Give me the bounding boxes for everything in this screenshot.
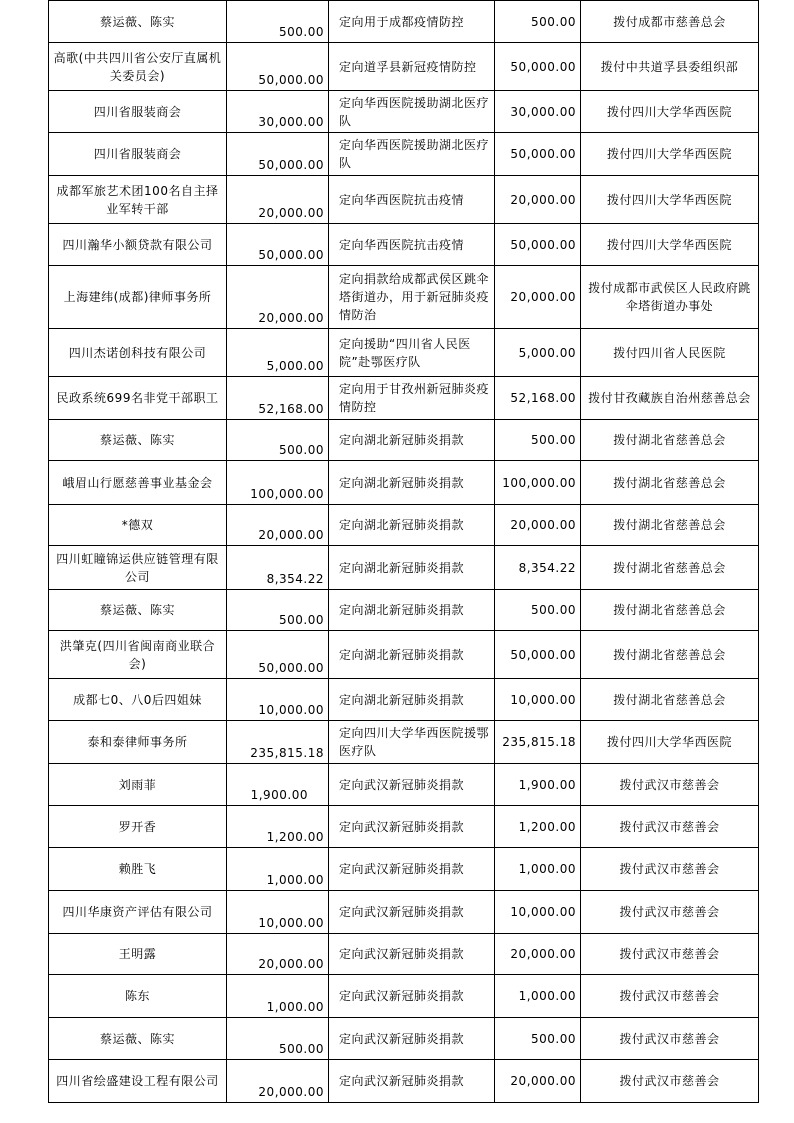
payee-cell: 拨付四川大学华西医院 [581, 133, 759, 176]
allocated-amount-cell: 235,815.18 [495, 721, 581, 764]
table-row [49, 420, 759, 461]
allocated-amount-cell: 20,000.00 [495, 934, 581, 975]
amount-cell: 1,000.00 [227, 848, 329, 891]
donor-cell: 峨眉山行愿慈善事业基金会 [49, 461, 227, 505]
donation-ledger-table [48, 0, 759, 1103]
table-row [49, 631, 759, 679]
allocated-amount-cell: 20,000.00 [495, 1060, 581, 1103]
purpose-cell: 定向湖北新冠肺炎捐款 [329, 546, 495, 590]
allocated-amount-cell: 20,000.00 [495, 176, 581, 224]
payee-cell: 拨付四川大学华西医院 [581, 721, 759, 764]
table-row [49, 891, 759, 934]
payee-cell: 拨付四川省人民医院 [581, 329, 759, 377]
table-row [49, 934, 759, 975]
table-row [49, 377, 759, 420]
table-row [49, 133, 759, 176]
table-row [49, 505, 759, 546]
payee-cell: 拨付湖北省慈善总会 [581, 679, 759, 721]
allocated-amount-cell: 1,900.00 [495, 764, 581, 806]
payee-cell: 拨付中共道孚县委组织部 [581, 43, 759, 91]
payee-cell: 拨付武汉市慈善会 [581, 1060, 759, 1103]
allocated-amount-cell: 1,000.00 [495, 848, 581, 891]
payee-cell: 拨付武汉市慈善会 [581, 934, 759, 975]
table-row [49, 266, 759, 329]
purpose-cell: 定向华西医院援助湖北医疗队 [329, 133, 495, 176]
allocated-amount-cell: 50,000.00 [495, 43, 581, 91]
purpose-cell: 定向武汉新冠肺炎捐款 [329, 1060, 495, 1103]
amount-cell: 20,000.00 [227, 934, 329, 975]
donor-cell: 四川省绘盛建设工程有限公司 [49, 1060, 227, 1103]
donor-cell: 罗开香 [49, 806, 227, 848]
table-row [49, 1018, 759, 1060]
amount-cell: 50,000.00 [227, 631, 329, 679]
amount-cell: 500.00 [227, 590, 329, 631]
donor-cell: 四川省服装商会 [49, 133, 227, 176]
table-row [49, 461, 759, 505]
allocated-amount-cell: 500.00 [495, 420, 581, 461]
allocated-amount-cell: 30,000.00 [495, 91, 581, 133]
purpose-cell: 定向湖北新冠肺炎捐款 [329, 631, 495, 679]
table-row [49, 679, 759, 721]
amount-cell: 10,000.00 [227, 679, 329, 721]
donor-cell: 蔡运薇、陈实 [49, 590, 227, 631]
allocated-amount-cell: 20,000.00 [495, 266, 581, 329]
amount-cell: 8,354.22 [227, 546, 329, 590]
purpose-cell: 定向湖北新冠肺炎捐款 [329, 590, 495, 631]
amount-cell: 500.00 [227, 1018, 329, 1060]
donor-cell: 刘雨菲 [49, 764, 227, 806]
table-row [49, 975, 759, 1018]
ledger-body [49, 1, 759, 1103]
payee-cell: 拨付湖北省慈善总会 [581, 631, 759, 679]
donor-cell: 民政系统699名非党干部职工 [49, 377, 227, 420]
donor-cell: 陈东 [49, 975, 227, 1018]
purpose-cell: 定向援助“四川省人民医院”赴鄂医疗队 [329, 329, 495, 377]
table-row [49, 1, 759, 43]
allocated-amount-cell: 100,000.00 [495, 461, 581, 505]
amount-cell: 1,900.00 [227, 764, 329, 806]
amount-cell: 30,000.00 [227, 91, 329, 133]
amount-cell: 1,000.00 [227, 975, 329, 1018]
table-row [49, 176, 759, 224]
payee-cell: 拨付成都市慈善总会 [581, 1, 759, 43]
payee-cell: 拨付成都市武侯区人民政府跳伞塔街道办事处 [581, 266, 759, 329]
payee-cell: 拨付武汉市慈善会 [581, 848, 759, 891]
donor-cell: 洪肇克(四川省闽南商业联合会) [49, 631, 227, 679]
payee-cell: 拨付湖北省慈善总会 [581, 546, 759, 590]
payee-cell: 拨付四川大学华西医院 [581, 91, 759, 133]
payee-cell: 拨付四川大学华西医院 [581, 176, 759, 224]
donor-cell: 赖胜飞 [49, 848, 227, 891]
purpose-cell: 定向用于成都疫情防控 [329, 1, 495, 43]
donor-cell: 成都军旅艺术团100名自主择业军转干部 [49, 176, 227, 224]
donor-cell: 四川虹瞳锦运供应链管理有限公司 [49, 546, 227, 590]
purpose-cell: 定向湖北新冠肺炎捐款 [329, 679, 495, 721]
payee-cell: 拨付四川大学华西医院 [581, 224, 759, 266]
donor-cell: 四川省服装商会 [49, 91, 227, 133]
donor-cell: 泰和泰律师事务所 [49, 721, 227, 764]
amount-cell: 500.00 [227, 1, 329, 43]
amount-cell: 20,000.00 [227, 1060, 329, 1103]
amount-cell: 235,815.18 [227, 721, 329, 764]
allocated-amount-cell: 1,000.00 [495, 975, 581, 1018]
payee-cell: 拨付武汉市慈善会 [581, 975, 759, 1018]
amount-cell: 20,000.00 [227, 176, 329, 224]
payee-cell: 拨付武汉市慈善会 [581, 806, 759, 848]
purpose-cell: 定向武汉新冠肺炎捐款 [329, 891, 495, 934]
table-row [49, 590, 759, 631]
payee-cell: 拨付湖北省慈善总会 [581, 505, 759, 546]
donor-cell: 蔡运薇、陈实 [49, 1018, 227, 1060]
donor-cell: 蔡运薇、陈实 [49, 420, 227, 461]
amount-cell: 5,000.00 [227, 329, 329, 377]
table-row [49, 806, 759, 848]
donor-cell: 四川杰诺创科技有限公司 [49, 329, 227, 377]
table-row [49, 1060, 759, 1103]
purpose-cell: 定向四川大学华西医院援鄂医疗队 [329, 721, 495, 764]
purpose-cell: 定向武汉新冠肺炎捐款 [329, 764, 495, 806]
donor-cell: 王明露 [49, 934, 227, 975]
amount-cell: 20,000.00 [227, 266, 329, 329]
allocated-amount-cell: 500.00 [495, 1, 581, 43]
donor-cell: 上海建纬(成都)律师事务所 [49, 266, 227, 329]
table-row [49, 848, 759, 891]
donor-cell: 四川华康资产评估有限公司 [49, 891, 227, 934]
purpose-cell: 定向华西医院抗击疫情 [329, 176, 495, 224]
table-row [49, 43, 759, 91]
purpose-cell: 定向武汉新冠肺炎捐款 [329, 934, 495, 975]
amount-cell: 1,200.00 [227, 806, 329, 848]
allocated-amount-cell: 52,168.00 [495, 377, 581, 420]
purpose-cell: 定向湖北新冠肺炎捐款 [329, 505, 495, 546]
amount-cell: 20,000.00 [227, 505, 329, 546]
allocated-amount-cell: 1,200.00 [495, 806, 581, 848]
table-row [49, 764, 759, 806]
payee-cell: 拨付武汉市慈善会 [581, 1018, 759, 1060]
table-row [49, 721, 759, 764]
allocated-amount-cell: 500.00 [495, 1018, 581, 1060]
allocated-amount-cell: 50,000.00 [495, 133, 581, 176]
purpose-cell: 定向武汉新冠肺炎捐款 [329, 806, 495, 848]
amount-cell: 10,000.00 [227, 891, 329, 934]
payee-cell: 拨付甘孜藏族自治州慈善总会 [581, 377, 759, 420]
payee-cell: 拨付湖北省慈善总会 [581, 461, 759, 505]
purpose-cell: 定向华西医院援助湖北医疗队 [329, 91, 495, 133]
donor-cell: *德双 [49, 505, 227, 546]
amount-cell: 52,168.00 [227, 377, 329, 420]
allocated-amount-cell: 50,000.00 [495, 224, 581, 266]
allocated-amount-cell: 50,000.00 [495, 631, 581, 679]
purpose-cell: 定向武汉新冠肺炎捐款 [329, 848, 495, 891]
donor-cell: 高歌(中共四川省公安厅直属机关委员会) [49, 43, 227, 91]
table-row [49, 224, 759, 266]
amount-cell: 50,000.00 [227, 224, 329, 266]
amount-cell: 50,000.00 [227, 43, 329, 91]
allocated-amount-cell: 5,000.00 [495, 329, 581, 377]
purpose-cell: 定向武汉新冠肺炎捐款 [329, 1018, 495, 1060]
payee-cell: 拨付湖北省慈善总会 [581, 590, 759, 631]
table-row [49, 329, 759, 377]
donor-cell: 蔡运薇、陈实 [49, 1, 227, 43]
allocated-amount-cell: 500.00 [495, 590, 581, 631]
table-row [49, 91, 759, 133]
amount-cell: 500.00 [227, 420, 329, 461]
allocated-amount-cell: 20,000.00 [495, 505, 581, 546]
amount-cell: 50,000.00 [227, 133, 329, 176]
purpose-cell: 定向捐款给成都武侯区跳伞塔街道办，用于新冠肺炎疫情防治 [329, 266, 495, 329]
allocated-amount-cell: 8,354.22 [495, 546, 581, 590]
payee-cell: 拨付武汉市慈善会 [581, 891, 759, 934]
amount-cell: 100,000.00 [227, 461, 329, 505]
payee-cell: 拨付武汉市慈善会 [581, 764, 759, 806]
donor-cell: 四川瀚华小额贷款有限公司 [49, 224, 227, 266]
payee-cell: 拨付湖北省慈善总会 [581, 420, 759, 461]
purpose-cell: 定向华西医院抗击疫情 [329, 224, 495, 266]
allocated-amount-cell: 10,000.00 [495, 679, 581, 721]
donor-cell: 成都七0、八0后四姐妹 [49, 679, 227, 721]
purpose-cell: 定向用于甘孜州新冠肺炎疫情防控 [329, 377, 495, 420]
purpose-cell: 定向湖北新冠肺炎捐款 [329, 420, 495, 461]
table-row [49, 546, 759, 590]
purpose-cell: 定向道孚县新冠疫情防控 [329, 43, 495, 91]
allocated-amount-cell: 10,000.00 [495, 891, 581, 934]
purpose-cell: 定向湖北新冠肺炎捐款 [329, 461, 495, 505]
purpose-cell: 定向武汉新冠肺炎捐款 [329, 975, 495, 1018]
